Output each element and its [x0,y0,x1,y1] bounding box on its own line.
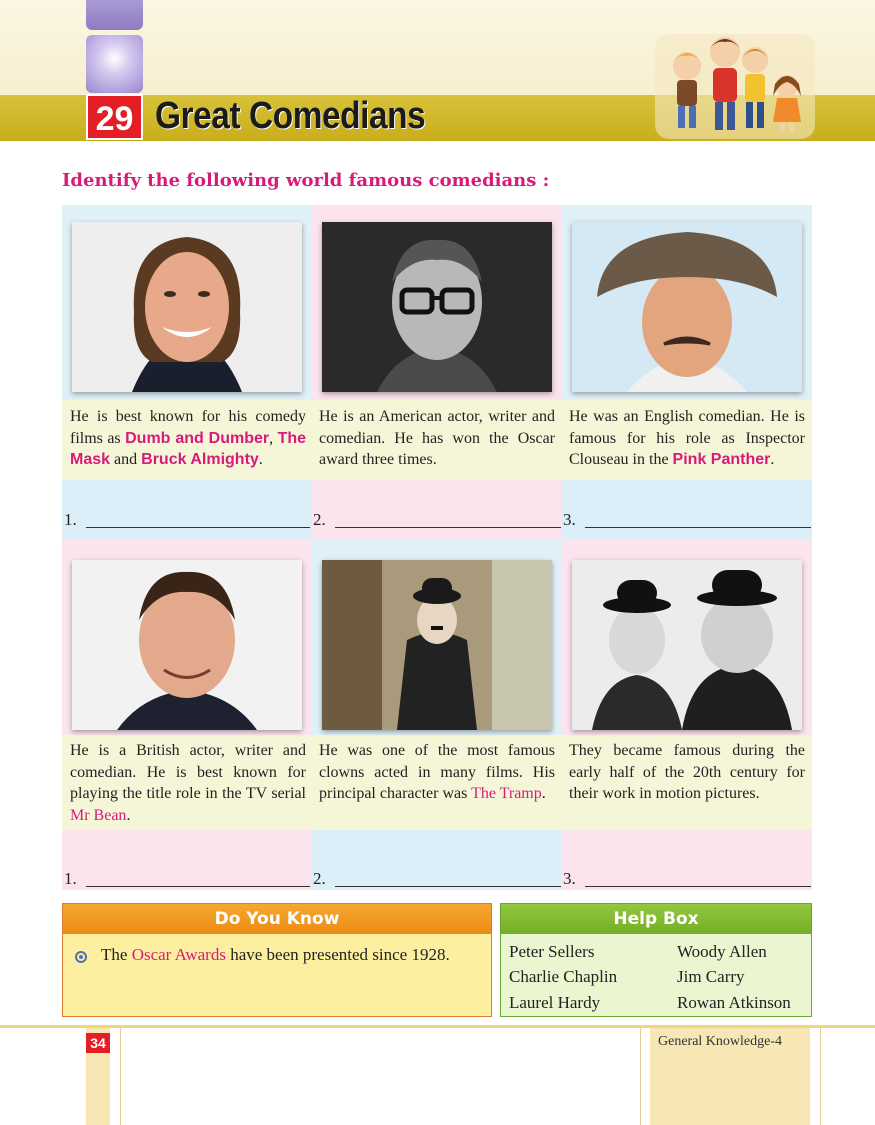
answer-blank-5[interactable] [313,869,326,889]
clue-text-segment: He is a British actor, writer and comedian. He is best known for playing the title role in the TV serial [70,742,306,802]
fact-text: have been presented since 1928. [225,945,450,964]
clue-text-6 [569,740,805,805]
help-box-title: Help Box [501,904,811,934]
answer-line [585,527,811,528]
clue-text-segment: . [770,451,775,468]
highlighted-title: Mr Bean [70,806,127,824]
help-item: Jim Carry [677,967,745,986]
answer-line [86,527,310,528]
help-box [500,903,812,1017]
help-item: Laurel Hardy [509,993,601,1012]
answer-line [585,886,811,887]
comedian-photo-4 [72,560,302,730]
answer-number: 3. [563,510,576,529]
exercise-instruction: Identify the following world famous comedians : [62,170,550,191]
answer-blank-4[interactable] [64,869,77,889]
clue-text-1 [70,406,306,471]
col1-row2-answer-bg [62,830,312,890]
clue-text-segment: . [258,451,263,468]
answer-line [86,886,310,887]
comedian-photo-1 [72,222,302,392]
col3-row1-answer-bg [562,480,812,540]
fact-text: The [101,945,132,964]
footer-rule [640,1028,641,1125]
do-you-know-fact [101,944,481,966]
header-tab-bubble [86,35,143,93]
answer-blank-6[interactable] [563,869,576,889]
clue-text-segment: They became famous during the early half of the 20th century for their work in motion pictures. [569,742,805,802]
answer-blank-1[interactable] [64,510,77,530]
fact-highlight: Oscar Awards [131,945,226,964]
answer-blank-3[interactable] [563,510,576,530]
clue-text-segment: , [269,429,278,447]
answer-line [335,527,561,528]
cartoon-kids-illustration [655,24,815,139]
clue-text-4 [70,740,306,826]
clue-text-segment: He was an English comedian. He is famous for his role as Inspector Clouseau in the [569,408,805,468]
clue-text-segment: . [126,806,131,824]
lesson-number: 29 [86,94,143,140]
clue-text-5 [319,740,555,805]
comedian-photo-6 [572,560,802,730]
answer-number: 1. [64,510,77,529]
clue-text-segment: He is an American actor, writer and comedian. He has won the Oscar award three times. [319,408,555,468]
col2-row2-answer-bg [312,830,562,890]
footer-rule [820,1028,821,1125]
help-item: Charlie Chaplin [509,967,618,986]
col2-row1-answer-bg [312,480,562,540]
highlighted-title: The Mask [70,429,307,468]
answer-number: 1. [64,869,77,888]
clue-text-segment: and [110,451,142,468]
help-item: Rowan Atkinson [677,993,791,1012]
highlighted-title: Bruck Almighty [141,451,259,468]
clue-text-segment: . [541,785,546,802]
comedian-photo-3 [572,222,802,392]
clue-text-3 [569,406,805,471]
highlighted-title: Pink Panther [672,451,771,468]
answer-line [335,886,561,887]
col3-row2-answer-bg [562,830,812,890]
comedian-photo-5 [322,560,552,730]
footer-rule [120,1028,121,1125]
book-title: General Knowledge-4 [658,1034,783,1049]
clue-text-2 [319,406,555,471]
answer-number: 2. [313,510,326,529]
do-you-know-box [62,903,492,1017]
highlighted-title: The Tramp [471,785,542,802]
answer-number: 3. [563,869,576,888]
page-number: 34 [86,1033,110,1053]
col1-row1-answer-bg [62,480,312,540]
answer-number: 2. [313,869,326,888]
do-you-know-title: Do You Know [63,904,491,934]
highlighted-title: Dumb and Dumber [125,429,270,447]
clue-text-segment: He was one of the most famous clowns acted in many films. His principal character was [319,742,555,802]
help-item: Woody Allen [677,942,767,961]
answer-blank-2[interactable] [313,510,326,530]
header-tab-top [86,0,143,30]
comedian-photo-2 [322,222,552,392]
bullet-icon [75,951,87,963]
page-title: Great Comedians [155,95,426,137]
help-item: Peter Sellers [509,942,595,961]
clue-text-segment: He is best known for his comedy films as [70,408,306,447]
